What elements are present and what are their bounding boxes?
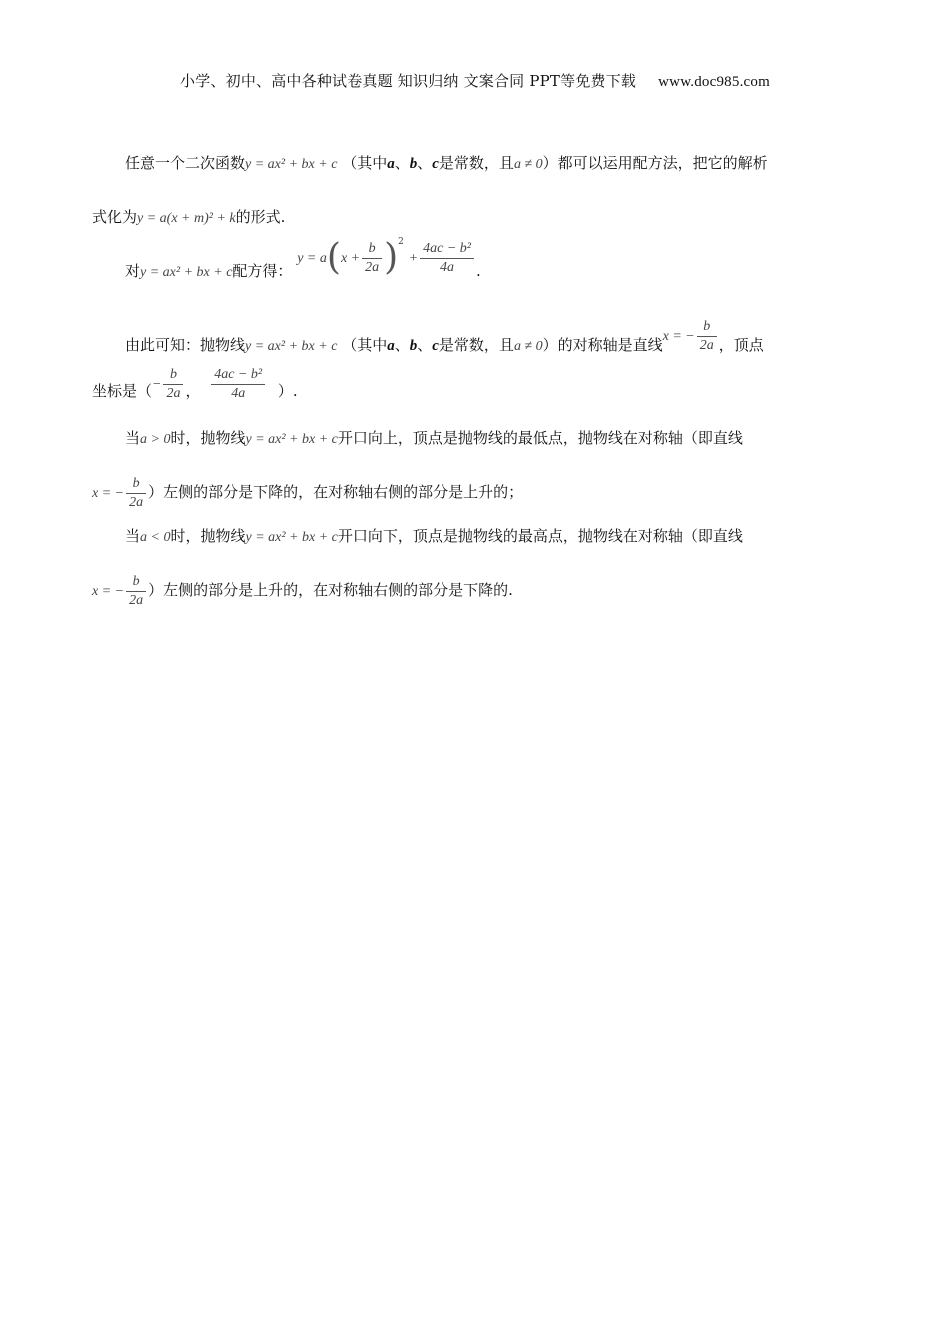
- text: ）.: [277, 382, 298, 400]
- text: 开口向下，顶点是抛物线的最高点，抛物线在对称轴（即直线: [337, 527, 743, 545]
- paragraph-line-2: [92, 207, 285, 229]
- numerator: b: [703, 318, 711, 334]
- text: 配方得：: [232, 262, 293, 280]
- var-b: b: [409, 338, 418, 354]
- paragraph-line-1: [125, 153, 768, 175]
- text: 开口向上，顶点是抛物线的最低点，抛物线在对称轴（即直线: [337, 429, 743, 447]
- text: x = −: [662, 329, 695, 344]
- text: ，: [185, 382, 201, 400]
- var-b: b: [409, 156, 418, 172]
- exponent: 2: [398, 237, 404, 247]
- formula-quadratic: y = ax² + bx + c: [140, 265, 233, 280]
- text: 、: [394, 154, 410, 172]
- text: 坐标是（: [92, 382, 153, 400]
- denominator: 4a: [231, 385, 246, 401]
- denominator: 2a: [699, 337, 714, 353]
- vertex-x: [152, 363, 185, 405]
- formula-a-positive: a > 0: [140, 432, 171, 447]
- formula-quadratic: y = ax² + bx + c: [245, 432, 338, 447]
- denominator: 4a: [440, 259, 455, 275]
- text: 式化为: [92, 208, 138, 226]
- numerator: b: [132, 573, 140, 589]
- text: ，顶点: [718, 336, 764, 354]
- text: 是常数，且: [438, 336, 514, 354]
- formula-axis: [92, 472, 148, 514]
- fraction: [163, 367, 183, 402]
- text: （其中: [342, 336, 388, 354]
- fraction: [362, 241, 382, 276]
- formula-a-nonzero: a ≠ 0: [513, 339, 543, 354]
- text: 时，抛物线: [170, 527, 246, 545]
- text: 是常数，且: [438, 154, 514, 172]
- text: 任意一个二次函数: [125, 154, 246, 172]
- text: 由此可知：抛物线: [125, 336, 246, 354]
- var-c: c: [432, 338, 439, 354]
- paragraph-line-5: [92, 366, 298, 413]
- formula-quadratic: y = ax² + bx + c: [245, 530, 338, 545]
- text: +: [408, 251, 419, 266]
- text: 对: [125, 262, 141, 280]
- paren-open: (: [326, 237, 341, 278]
- formula-vertex-form: y = a(x + m)² + k: [137, 211, 236, 226]
- formula-axis: [663, 315, 719, 357]
- denominator: 2a: [166, 385, 181, 401]
- paragraph-line-4: [125, 318, 764, 367]
- text: 的形式.: [235, 208, 286, 226]
- text: y = a: [297, 251, 327, 266]
- denominator: 2a: [129, 592, 144, 608]
- numerator: b: [132, 475, 140, 491]
- text: x = −: [92, 584, 125, 599]
- text: 、: [417, 336, 433, 354]
- text: （其中: [342, 154, 388, 172]
- fraction: [211, 367, 265, 402]
- page-header: [0, 70, 950, 91]
- var-a: a: [387, 156, 395, 172]
- vertex-y: [209, 363, 267, 403]
- text: 时，抛物线: [170, 429, 246, 447]
- text: .: [475, 262, 481, 280]
- text: −: [152, 377, 162, 392]
- text: 、: [417, 154, 433, 172]
- paragraph-line-3: [125, 237, 481, 294]
- formula-completed-square: [297, 237, 476, 280]
- paragraph-line-9: [92, 570, 513, 612]
- text: ）左侧的部分是下降的，在对称轴右侧的部分是上升的；: [148, 483, 524, 501]
- text: 当: [125, 527, 141, 545]
- paren-close: ): [384, 237, 399, 278]
- formula-axis: [92, 570, 148, 612]
- formula-a-nonzero: a ≠ 0: [513, 157, 543, 172]
- fraction: [126, 574, 146, 609]
- formula-quadratic: y = ax² + bx + c: [245, 157, 338, 172]
- var-c: c: [432, 156, 439, 172]
- fraction: [126, 476, 146, 511]
- fraction: [697, 319, 717, 354]
- denominator: 2a: [129, 494, 144, 510]
- paragraph-line-8: [125, 526, 743, 548]
- paragraph-line-7: [92, 472, 523, 514]
- numerator: b: [169, 366, 177, 382]
- text: ）都可以运用配方法，把它的解析: [542, 154, 768, 172]
- paragraph-line-6: [125, 428, 743, 450]
- formula-quadratic: y = ax² + bx + c: [245, 339, 338, 354]
- var-a: a: [387, 338, 395, 354]
- fraction: [420, 241, 474, 276]
- text: ）左侧的部分是上升的，在对称轴右侧的部分是下降的.: [148, 581, 513, 599]
- numerator: 4ac − b²: [423, 240, 471, 256]
- text: 、: [394, 336, 410, 354]
- text: x +: [340, 251, 361, 266]
- formula-a-negative: a < 0: [140, 530, 171, 545]
- text: 当: [125, 429, 141, 447]
- header-title: 小学、初中、高中各种试卷真题 知识归纳 文案合同 PPT等免费下载: [180, 72, 637, 90]
- numerator: b: [368, 240, 376, 256]
- text: x = −: [92, 486, 125, 501]
- text: ）的对称轴是直线: [542, 336, 663, 354]
- numerator: 4ac − b²: [214, 366, 263, 382]
- header-url[interactable]: www.doc985.com: [658, 74, 770, 90]
- denominator: 2a: [365, 259, 380, 275]
